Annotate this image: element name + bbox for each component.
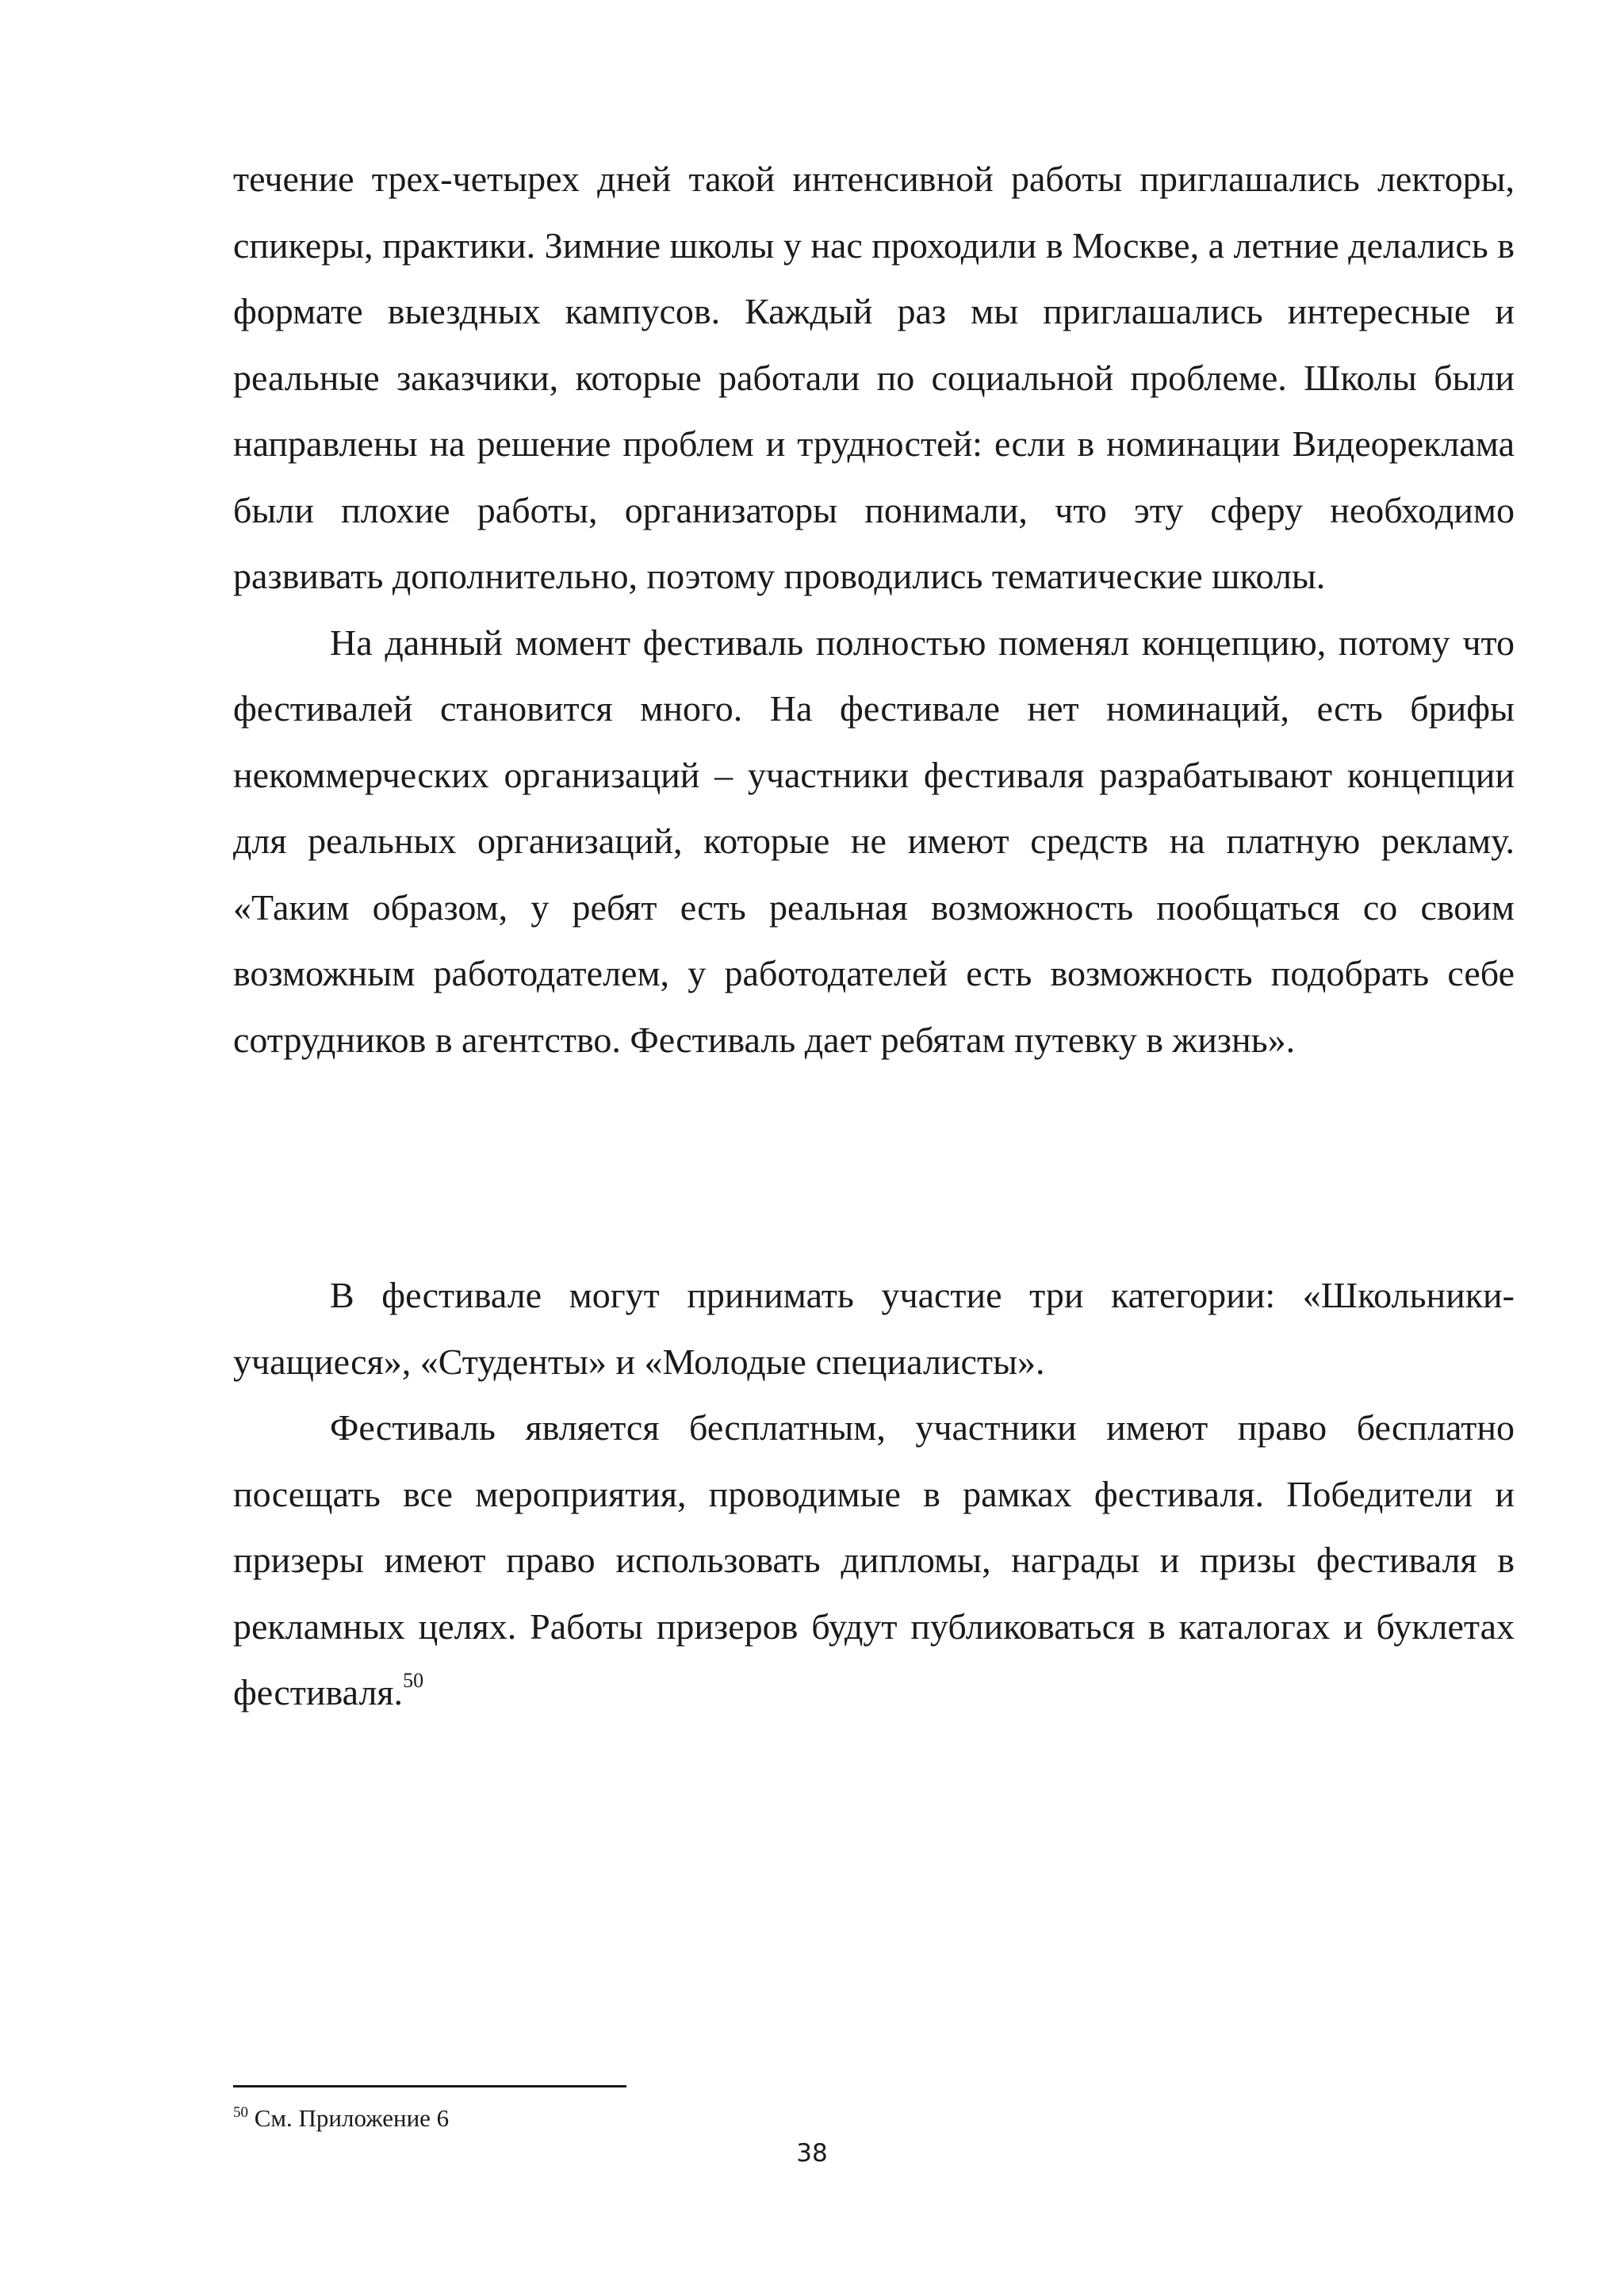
paragraph-categories: В фестивале могут принимать участие три категории: «Школьники-учащиеся», «Студенты» и «Молодые специалисты». bbox=[233, 1275, 1515, 1382]
text-block-bottom bbox=[233, 1262, 1515, 1726]
footnote-reference[interactable]: 50 bbox=[403, 1669, 424, 1692]
footnote-separator bbox=[233, 2085, 626, 2087]
paragraph-continuation: течение трех-четырех дней такой интенсивной работы приглашались лекторы, спикеры, практики. Зимние школы у нас проходили в Москве, а летние делались в формате выездных кампусов. Каждый раз мы приглашались интересные и реальные заказчики, которые работали по социальной проблеме. Школы были направлены на решение проблем и трудностей: если в номинации Видеореклама были плохие работы, организаторы понимали, что эту сферу необходимо развивать дополнительно, поэтому проводились тематические школы. bbox=[233, 159, 1515, 596]
paragraph-free-participation bbox=[233, 1395, 1515, 1726]
text-block-top bbox=[233, 146, 1515, 1073]
footnote-text: См. Приложение 6 bbox=[254, 2104, 450, 2132]
footnote-number: 50 bbox=[233, 2104, 248, 2121]
footnote bbox=[233, 2103, 449, 2134]
paragraph-concept: На данный момент фестиваль полностью поменял концепцию, потому что фестивалей становится много. На фестивале нет номинаций, есть брифы некоммерческих организаций – участники фестиваля разрабатывают концепции для реальных организаций, которые не имеют средств на платную рекламу. «Таким образом, у ребят есть реальная возможность пообщаться со своим возможным работодателем, у работодателей есть возможность подобрать себе сотрудников в агентство. Фестиваль дает ребятам путевку в жизнь». bbox=[233, 622, 1515, 1060]
paragraph-free-participation-text: Фестиваль является бесплатным, участники имеют право бесплатно посещать все мероприятия, проводимые в рамках фестиваля. Победители и призеры имеют право использовать дипломы, награды и призы фестиваля в рекламных целях. Работы призеров будут публиковаться в каталогах и буклетах фестиваля. bbox=[233, 1407, 1515, 1712]
page-number: 38 bbox=[796, 2139, 828, 2168]
